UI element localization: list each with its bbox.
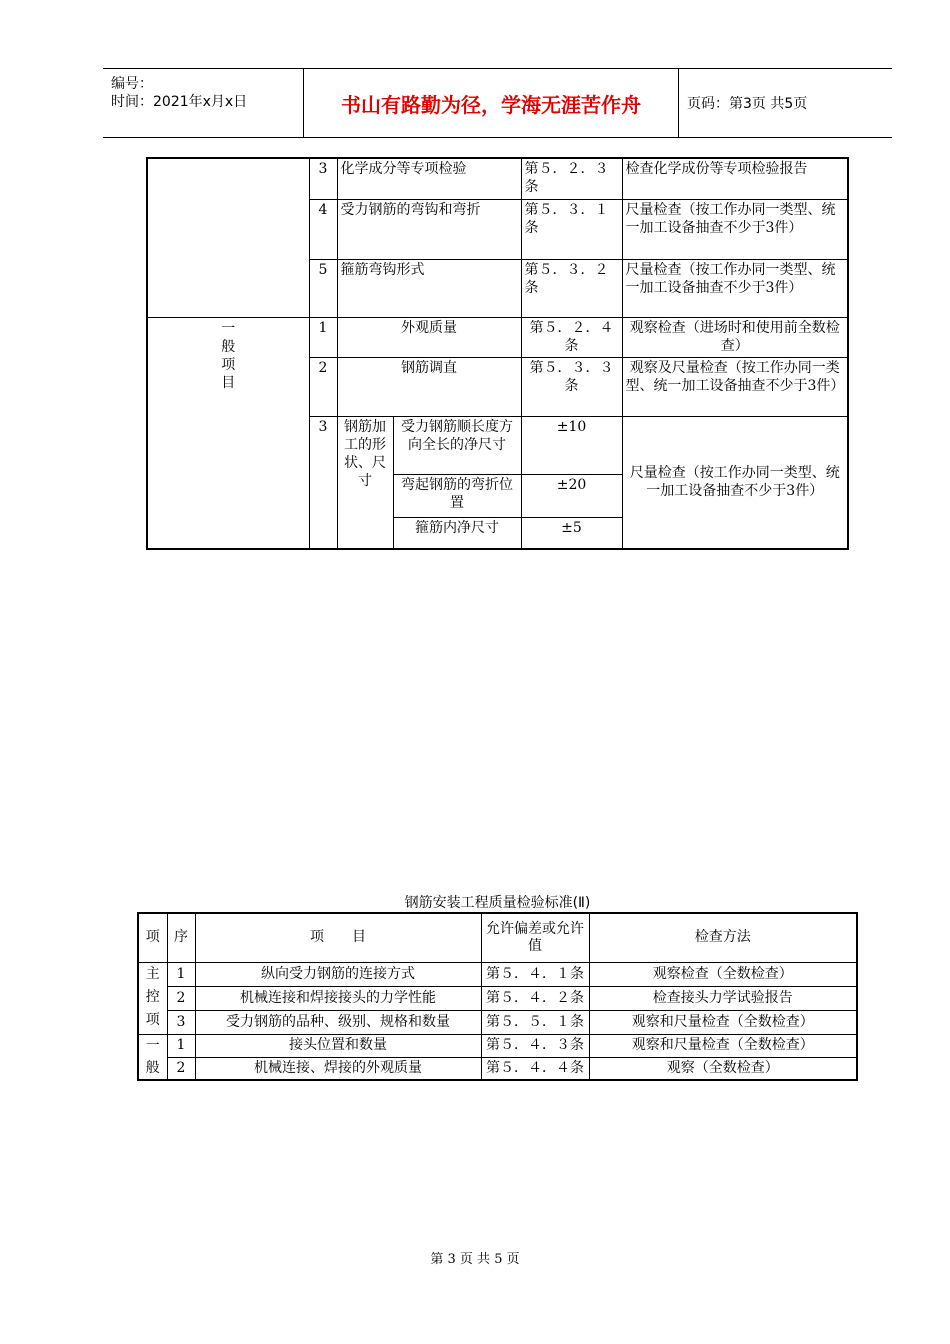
sub-value: ±20 bbox=[521, 474, 622, 517]
page-header bbox=[103, 68, 892, 138]
table2-caption: 钢筋安装工程质量检验标准(Ⅱ) bbox=[404, 895, 591, 911]
sub-item: 受力钢筋顺长度方向全长的净尺寸 bbox=[393, 416, 521, 474]
general-group-cell bbox=[147, 317, 309, 549]
row-no: 5 bbox=[309, 259, 337, 317]
row-clause: 第５．５．１条 bbox=[481, 1010, 589, 1034]
row-clause: 第５．３．２条 bbox=[521, 259, 622, 317]
row-no: 2 bbox=[167, 986, 195, 1010]
page-footer: 第 3 页 共 5 页 bbox=[430, 1252, 520, 1267]
header-col5: 检查方法 bbox=[589, 913, 857, 962]
row-clause: 第５．４．３条 bbox=[481, 1034, 589, 1057]
header-motto: 书山有路勤为径，学海无涯苦作舟 bbox=[304, 69, 679, 137]
shape-method: 尺量检查（按工作办同一类型、统一加工设备抽查不少于3件） bbox=[622, 416, 848, 549]
row-clause: 第５．４．２条 bbox=[481, 986, 589, 1010]
row-no: 3 bbox=[167, 1010, 195, 1034]
row-no: 2 bbox=[167, 1057, 195, 1080]
row-method: 检查化学成份等专项检验报告 bbox=[622, 158, 848, 199]
table-header-row bbox=[138, 913, 857, 962]
sub-value: ±10 bbox=[521, 416, 622, 474]
header-col4: 允许偏差或允许值 bbox=[481, 913, 589, 962]
table-row bbox=[138, 1034, 857, 1057]
row-no: 1 bbox=[167, 1034, 195, 1057]
time-label: 时间：2021年x月x日 bbox=[111, 94, 248, 110]
general-group-cell bbox=[138, 1034, 167, 1080]
sub-item: 箍筋内净尺寸 bbox=[393, 517, 521, 549]
row-method: 检查接头力学试验报告 bbox=[589, 986, 857, 1010]
row-clause: 第５．４．１条 bbox=[481, 962, 589, 986]
row-item: 受力钢筋的品种、级别、规格和数量 bbox=[195, 1010, 481, 1034]
row-clause: 第５．３．３条 bbox=[521, 357, 622, 416]
shape-group-label: 钢筋加工的形状、尺寸 bbox=[337, 416, 393, 549]
row-method: 尺量检查（按工作办同一类型、统一加工设备抽查不少于3件） bbox=[622, 199, 848, 259]
row-method: 观察检查（全数检查） bbox=[589, 962, 857, 986]
row-method: 观察和尺量检查（全数检查） bbox=[589, 1010, 857, 1034]
general-group-label: 一般 bbox=[145, 1037, 160, 1076]
row-item: 钢筋调直 bbox=[337, 357, 521, 416]
row-no: 3 bbox=[309, 416, 337, 549]
row-method: 尺量检查（按工作办同一类型、统一加工设备抽查不少于3件） bbox=[622, 259, 848, 317]
row-item: 受力钢筋的弯钩和弯折 bbox=[337, 199, 521, 259]
table-row bbox=[138, 986, 857, 1010]
main-group-cell bbox=[147, 158, 309, 317]
header-col1: 项 bbox=[138, 913, 167, 962]
row-no: 2 bbox=[309, 357, 337, 416]
row-no: 3 bbox=[309, 158, 337, 199]
row-item: 外观质量 bbox=[337, 317, 521, 357]
table-row bbox=[138, 1057, 857, 1080]
main-group-cell bbox=[138, 962, 167, 1034]
row-item: 机械连接、焊接的外观质量 bbox=[195, 1057, 481, 1080]
row-item: 箍筋弯钩形式 bbox=[337, 259, 521, 317]
row-clause: 第５．２．３条 bbox=[521, 158, 622, 199]
row-method: 观察和尺量检查（全数检查） bbox=[589, 1034, 857, 1057]
row-item: 化学成分等专项检验 bbox=[337, 158, 521, 199]
row-no: 4 bbox=[309, 199, 337, 259]
row-clause: 第５．４．４条 bbox=[481, 1057, 589, 1080]
row-item: 纵向受力钢筋的连接方式 bbox=[195, 962, 481, 986]
general-group-label: 一般项目 bbox=[221, 320, 236, 391]
row-no: 1 bbox=[167, 962, 195, 986]
rebar-installation-table bbox=[137, 912, 858, 1081]
number-label: 编号： bbox=[111, 76, 153, 92]
table-row bbox=[138, 1010, 857, 1034]
header-page-number: 页码：第3页 共5页 bbox=[687, 96, 808, 112]
header-col2: 序 bbox=[167, 913, 195, 962]
row-method: 观察及尺量检查（按工作办同一类型、统一加工设备抽查不少于3件） bbox=[622, 357, 848, 416]
sub-value: ±5 bbox=[521, 517, 622, 549]
row-clause: 第５．２．４条 bbox=[521, 317, 622, 357]
table-row bbox=[138, 962, 857, 986]
header-meta bbox=[103, 69, 304, 137]
table-row bbox=[147, 158, 848, 199]
rebar-processing-table bbox=[146, 157, 849, 550]
table-row bbox=[147, 317, 848, 357]
row-item: 接头位置和数量 bbox=[195, 1034, 481, 1057]
main-group-label: 主控项 bbox=[145, 965, 160, 1028]
row-item: 机械连接和焊接接头的力学性能 bbox=[195, 986, 481, 1010]
header-col3: 项 目 bbox=[195, 913, 481, 962]
row-no: 1 bbox=[309, 317, 337, 357]
row-clause: 第５．３．１条 bbox=[521, 199, 622, 259]
row-method: 观察检查（进场时和使用前全数检查） bbox=[622, 317, 848, 357]
row-method: 观察（全数检查） bbox=[589, 1057, 857, 1080]
sub-item: 弯起钢筋的弯折位置 bbox=[393, 474, 521, 517]
